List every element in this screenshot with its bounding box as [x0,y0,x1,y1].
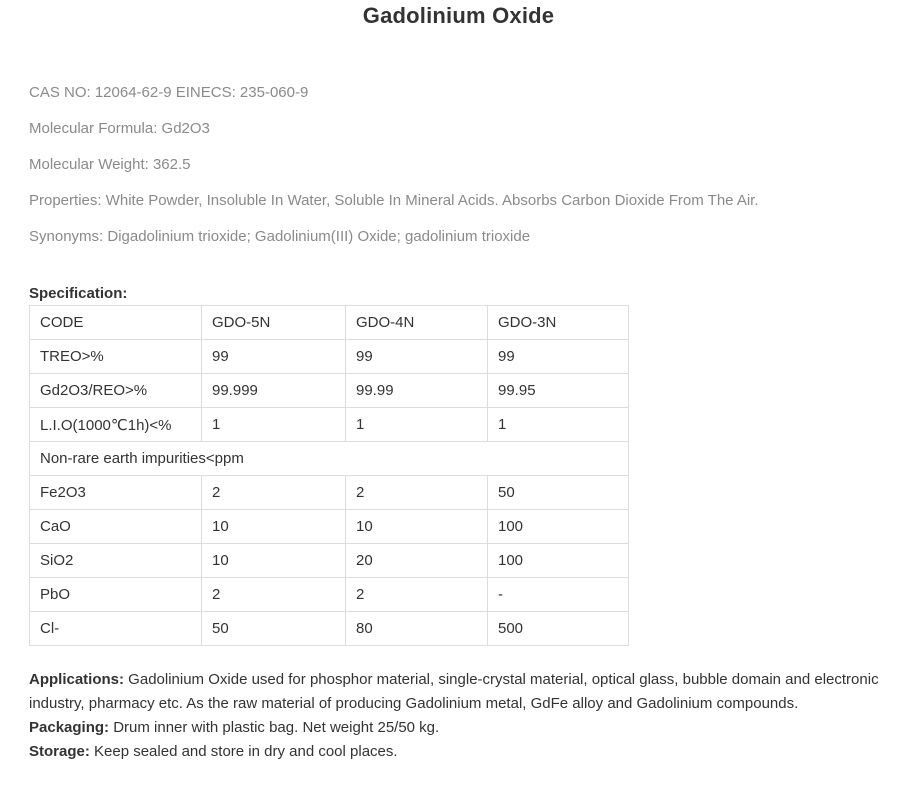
table-cell: GDO-5N [202,306,346,340]
storage-label: Storage: [29,743,90,760]
table-row [30,544,629,578]
packaging-text: Drum inner with plastic bag. Net weight 25/50 kg. [109,719,440,736]
table-cell: Fe2O3 [30,476,202,510]
packaging-paragraph [29,716,899,740]
applications-text: Gadolinium Oxide used for phosphor material, single-crystal material, optical glass, bubble domain and electronic industry, pharmacy etc. As the raw material of producing Gadolinium metal, GdFe alloy and Gadolinium compounds. [29,671,879,712]
impurities-section-label: Non-rare earth impurities<ppm [30,442,629,476]
table-cell: 2 [202,476,346,510]
table-cell: CaO [30,510,202,544]
specification-label: Specification: [29,285,128,302]
table-cell: 1 [202,408,346,442]
table-cell: 1 [488,408,629,442]
packaging-label: Packaging: [29,719,110,736]
molecular-weight: Molecular Weight: 362.5 [29,156,191,173]
table-cell: 1 [346,408,488,442]
table-row [30,340,629,374]
table-cell: 10 [346,510,488,544]
properties-text: Properties: White Powder, Insoluble In Water, Soluble In Mineral Acids. Absorbs Carbon Dioxide From The Air. [29,192,759,209]
table-cell: GDO-3N [488,306,629,340]
table-cell: TREO>% [30,340,202,374]
table-cell: 99.99 [346,374,488,408]
storage-paragraph [29,740,899,764]
table-cell: 50 [202,612,346,646]
table-cell: 50 [488,476,629,510]
table-cell: 100 [488,544,629,578]
table-cell: 20 [346,544,488,578]
table-cell: 2 [346,476,488,510]
table-row [30,578,629,612]
applications-label: Applications: [29,671,125,688]
table-cell: CODE [30,306,202,340]
table-cell: 99 [488,340,629,374]
product-info [29,668,899,764]
table-section-row [30,442,629,476]
table-cell: 80 [346,612,488,646]
table-cell: 10 [202,510,346,544]
page-title: Gadolinium Oxide [362,3,555,28]
table-cell: Cl- [30,612,202,646]
table-cell: L.I.O(1000℃1h)<% [30,408,202,442]
specification-table [29,305,629,646]
table-cell: Gd2O3/REO>% [30,374,202,408]
molecular-formula: Molecular Formula: Gd2O3 [29,120,210,137]
table-row [30,510,629,544]
table-cell: 100 [488,510,629,544]
table-row [30,408,629,442]
table-cell: 99 [202,340,346,374]
table-cell: 10 [202,544,346,578]
table-row [30,476,629,510]
table-row [30,374,629,408]
table-cell: SiO2 [30,544,202,578]
table-cell: 500 [488,612,629,646]
table-header-row [30,306,629,340]
table-cell: 2 [202,578,346,612]
applications-paragraph [29,668,899,716]
table-cell: 99.95 [488,374,629,408]
table-cell: 99 [346,340,488,374]
table-cell: PbO [30,578,202,612]
synonyms-text: Synonyms: Digadolinium trioxide; Gadolinium(III) Oxide; gadolinium trioxide [29,228,531,245]
storage-text: Keep sealed and store in dry and cool places. [89,743,398,760]
table-row [30,612,629,646]
table-cell: 99.999 [202,374,346,408]
table-cell: 2 [346,578,488,612]
cas-number: CAS NO: 12064-62-9 EINECS: 235-060-9 [29,84,309,101]
table-cell: GDO-4N [346,306,488,340]
table-cell: - [488,578,629,612]
